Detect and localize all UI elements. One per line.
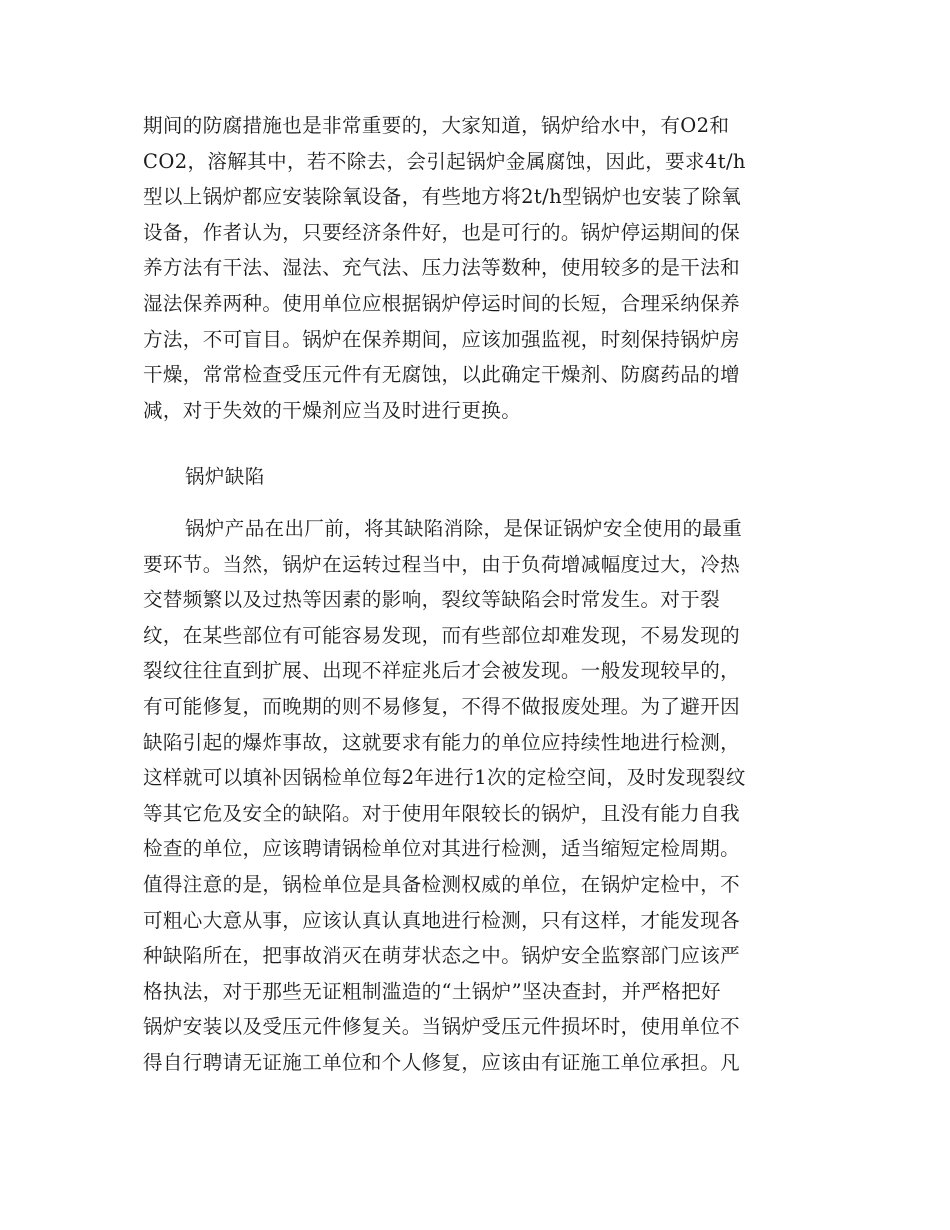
- paragraph-line: 要环节。当然，锅炉在运转过程当中，由于负荷增减幅度过大，冷热: [143, 552, 741, 576]
- paragraph-line: 检查的单位，应该聘请锅检单位对其进行检测，适当缩短定检周期。: [143, 837, 741, 861]
- paragraph-line: 方法，不可盲目。锅炉在保养期间，应该加强监视，时刻保持锅炉房: [143, 327, 741, 351]
- paragraph-line: 这样就可以填补因锅检单位每2年进行1次的定检空间，及时发现裂纹: [143, 766, 746, 790]
- paragraph-line: 型以上锅炉都应安装除氧设备，有些地方将2t/h型锅炉也安装了除氧: [143, 185, 742, 209]
- paragraph-corrosion-protection: [143, 108, 813, 428]
- paragraph-line: CO2，溶解其中，若不除去，会引起锅炉金属腐蚀，因此，要求4t/h: [143, 149, 746, 173]
- paragraph-line: 裂纹往往直到扩展、出现不祥症兆后才会被发现。一般发现较早的，: [143, 659, 741, 683]
- section-heading-text: 锅炉缺陷: [185, 465, 265, 488]
- paragraph-line: 减，对于失效的干燥剂应当及时进行更换。: [143, 398, 522, 422]
- paragraph-line: 锅炉安装以及受压元件修复关。当锅炉受压元件损坏时，使用单位不: [143, 1015, 741, 1039]
- paragraph-line: 缺陷引起的爆炸事故，这就要求有能力的单位应持续性地进行检测，: [143, 730, 741, 754]
- paragraph-line: 得自行聘请无证施工单位和个人修复，应该由有证施工单位承担。凡: [143, 1050, 741, 1074]
- paragraph-boiler-defects: [143, 511, 813, 1081]
- paragraph-line: 期间的防腐措施也是非常重要的，大家知道，锅炉给水中，有O2和: [143, 114, 730, 137]
- paragraph-line: 锅炉产品在出厂前，将其缺陷消除，是保证锅炉安全使用的最重: [185, 517, 743, 540]
- paragraph-line: 种缺陷所在，把事故消灭在萌芽状态之中。锅炉安全监察部门应该严: [143, 944, 741, 968]
- section-heading: [143, 459, 813, 495]
- paragraph-line: 格执法，对于那些无证粗制滥造的“土锅炉”坚决查封，并严格把好: [143, 979, 721, 1003]
- paragraph-line: 养方法有干法、湿法、充气法、压力法等数种，使用较多的是干法和: [143, 256, 741, 280]
- paragraph-line: 设备，作者认为，只要经济条件好，也是可行的。锅炉停运期间的保: [143, 220, 741, 244]
- paragraph-line: 交替频繁以及过热等因素的影响，裂纹等缺陷会时常发生。对于裂: [143, 588, 721, 612]
- paragraph-line: 可粗心大意从事，应该认真认真地进行检测，只有这样，才能发现各: [143, 908, 741, 932]
- paragraph-line: 有可能修复，而晚期的则不易修复，不得不做报废处理。为了避开因: [143, 694, 741, 718]
- paragraph-line: 纹，在某些部位有可能容易发现，而有些部位却难发现，不易发现的: [143, 623, 741, 647]
- paragraph-line: 值得注意的是，锅检单位是具备检测权威的单位，在锅炉定检中，不: [143, 872, 741, 896]
- paragraph-line: 湿法保养两种。使用单位应根据锅炉停运时间的长短，合理采纳保养: [143, 291, 741, 315]
- paragraph-line: 干燥，常常检查受压元件有无腐蚀，以此确定干燥剂、防腐药品的增: [143, 363, 741, 387]
- paragraph-line: 等其它危及安全的缺陷。对于使用年限较长的锅炉，且没有能力自我: [143, 801, 741, 825]
